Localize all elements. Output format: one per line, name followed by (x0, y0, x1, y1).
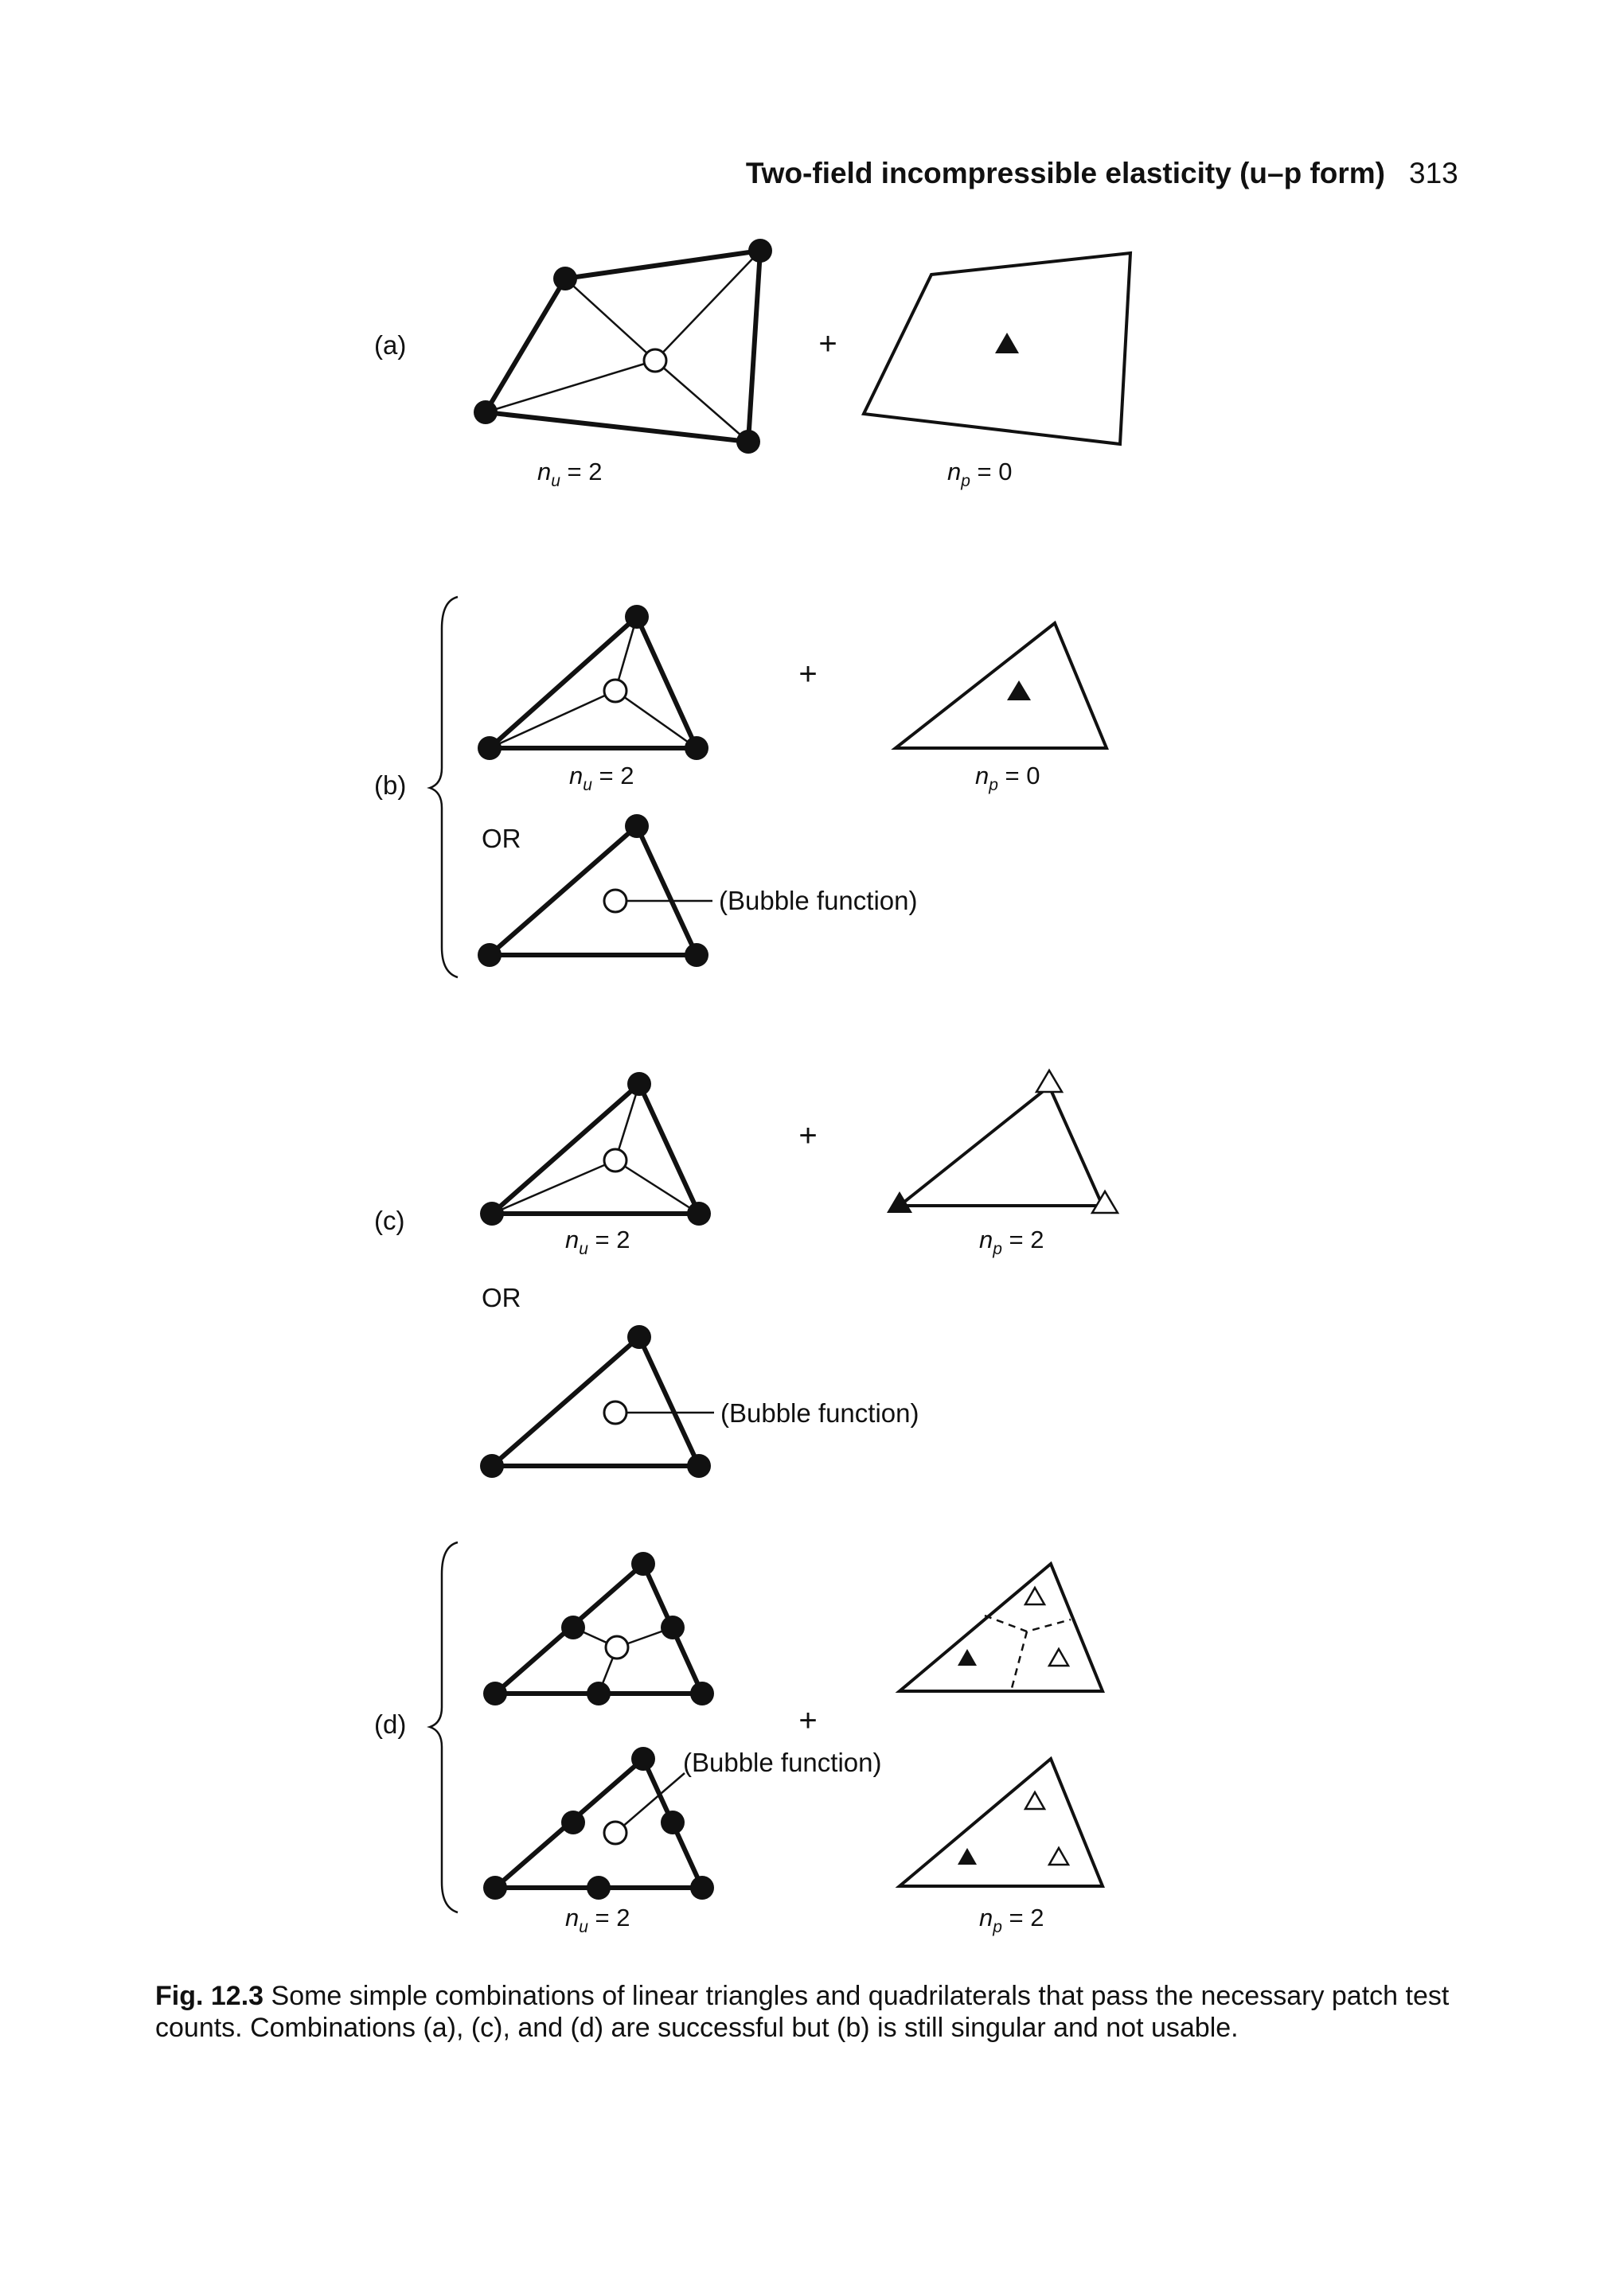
velocity-node (474, 400, 498, 424)
velocity-node (690, 1682, 714, 1705)
velocity-node (627, 1325, 651, 1349)
running-header: Two-field incompressible elasticity (u–p form) (745, 157, 1385, 189)
velocity-node (483, 1682, 507, 1705)
plus-sign: + (798, 1118, 818, 1153)
nu-count-a: $n_u = 2$ (537, 458, 603, 490)
velocity-node (687, 1202, 711, 1226)
velocity-node (480, 1202, 504, 1226)
np-count-b: $n_p = 0$ (975, 762, 1040, 794)
figure-caption (155, 1980, 1461, 2044)
velocity-node (480, 1454, 504, 1478)
internal-node-open (644, 349, 666, 372)
label-a: (a) (374, 330, 407, 360)
velocity-node (561, 1616, 585, 1639)
nu-count-c: $n_u = 2$ (565, 1226, 630, 1258)
velocity-node (661, 1616, 685, 1639)
triangle-element-u (492, 1084, 699, 1214)
velocity-node (478, 943, 502, 967)
bubble-label: (Bubble function) (719, 886, 918, 915)
internal-node-open (606, 1636, 628, 1659)
label-c: (c) (374, 1206, 405, 1235)
pressure-node-open (1025, 1792, 1044, 1809)
nu-count-d: $n_u = 2$ (565, 1904, 630, 1936)
triangle-element-u (490, 617, 697, 748)
plus-sign: + (798, 1703, 818, 1738)
figure-number: Fig. 12.3 (155, 1981, 264, 2011)
internal-node-open (604, 1149, 626, 1171)
velocity-node (748, 239, 772, 263)
velocity-node (625, 605, 649, 629)
velocity-node (685, 736, 708, 760)
triangle-element-bubble (490, 826, 712, 955)
velocity-node (627, 1072, 651, 1096)
velocity-node (587, 1876, 611, 1900)
pressure-node-open (1025, 1588, 1044, 1604)
velocity-node (483, 1876, 507, 1900)
velocity-node (478, 736, 502, 760)
pressure-node-filled (887, 1191, 912, 1213)
pressure-node-open (1049, 1649, 1068, 1666)
triangle-element-p (887, 1070, 1118, 1213)
velocity-node (631, 1747, 655, 1771)
or-label: OR (482, 1283, 521, 1312)
velocity-node (690, 1876, 714, 1900)
triangle-element-p (896, 623, 1107, 748)
np-count-a: $n_p = 0$ (947, 458, 1013, 490)
bubble-label: (Bubble function) (683, 1748, 882, 1777)
bubble-node-open (604, 1401, 626, 1424)
internal-node-open (604, 680, 626, 702)
bubble-label: (Bubble function) (720, 1398, 919, 1428)
nu-count-b: $n_u = 2$ (569, 762, 634, 794)
pressure-node-open (1036, 1070, 1062, 1092)
quad-element-u (486, 251, 760, 442)
pressure-node-filled (995, 333, 1019, 353)
panel-a (374, 239, 1130, 490)
panel-c (374, 1070, 1118, 1478)
brace-b (430, 597, 458, 977)
pressure-node-filled (958, 1649, 977, 1666)
brace-d (430, 1542, 458, 1912)
velocity-node (553, 267, 577, 290)
velocity-node (587, 1682, 611, 1705)
page-number: 313 (1409, 157, 1458, 189)
triangle-element-p-upper (900, 1564, 1103, 1691)
plus-sign: + (818, 326, 837, 361)
velocity-node (685, 943, 708, 967)
or-label: OR (482, 824, 521, 853)
np-count-d: $n_p = 2$ (979, 1904, 1044, 1936)
caption-text: Some simple combinations of linear triangles and quadrilaterals that pass the necessary patch test counts. Combinations (a), (c), and (d) are successful but (b) is still singular and not usable. (155, 1981, 1450, 2043)
bubble-node-open (604, 1822, 626, 1844)
label-d: (d) (374, 1709, 407, 1739)
quad-element-p (864, 253, 1130, 444)
triangle-element-p-lower (900, 1759, 1103, 1886)
label-b: (b) (374, 770, 407, 800)
np-count-c: $n_p = 2$ (979, 1226, 1044, 1258)
velocity-node (625, 814, 649, 838)
velocity-node (631, 1552, 655, 1576)
triangle-element-bubble (492, 1337, 714, 1466)
panel-d (374, 1542, 1103, 1936)
pressure-node-filled (1007, 680, 1031, 700)
velocity-node (736, 430, 760, 454)
pressure-node-filled (958, 1848, 977, 1865)
pressure-node-open (1049, 1848, 1068, 1865)
panel-b (374, 597, 1107, 977)
plus-sign: + (798, 657, 818, 692)
velocity-node (687, 1454, 711, 1478)
bubble-node-open (604, 890, 626, 912)
velocity-node (561, 1811, 585, 1834)
velocity-node (661, 1811, 685, 1834)
